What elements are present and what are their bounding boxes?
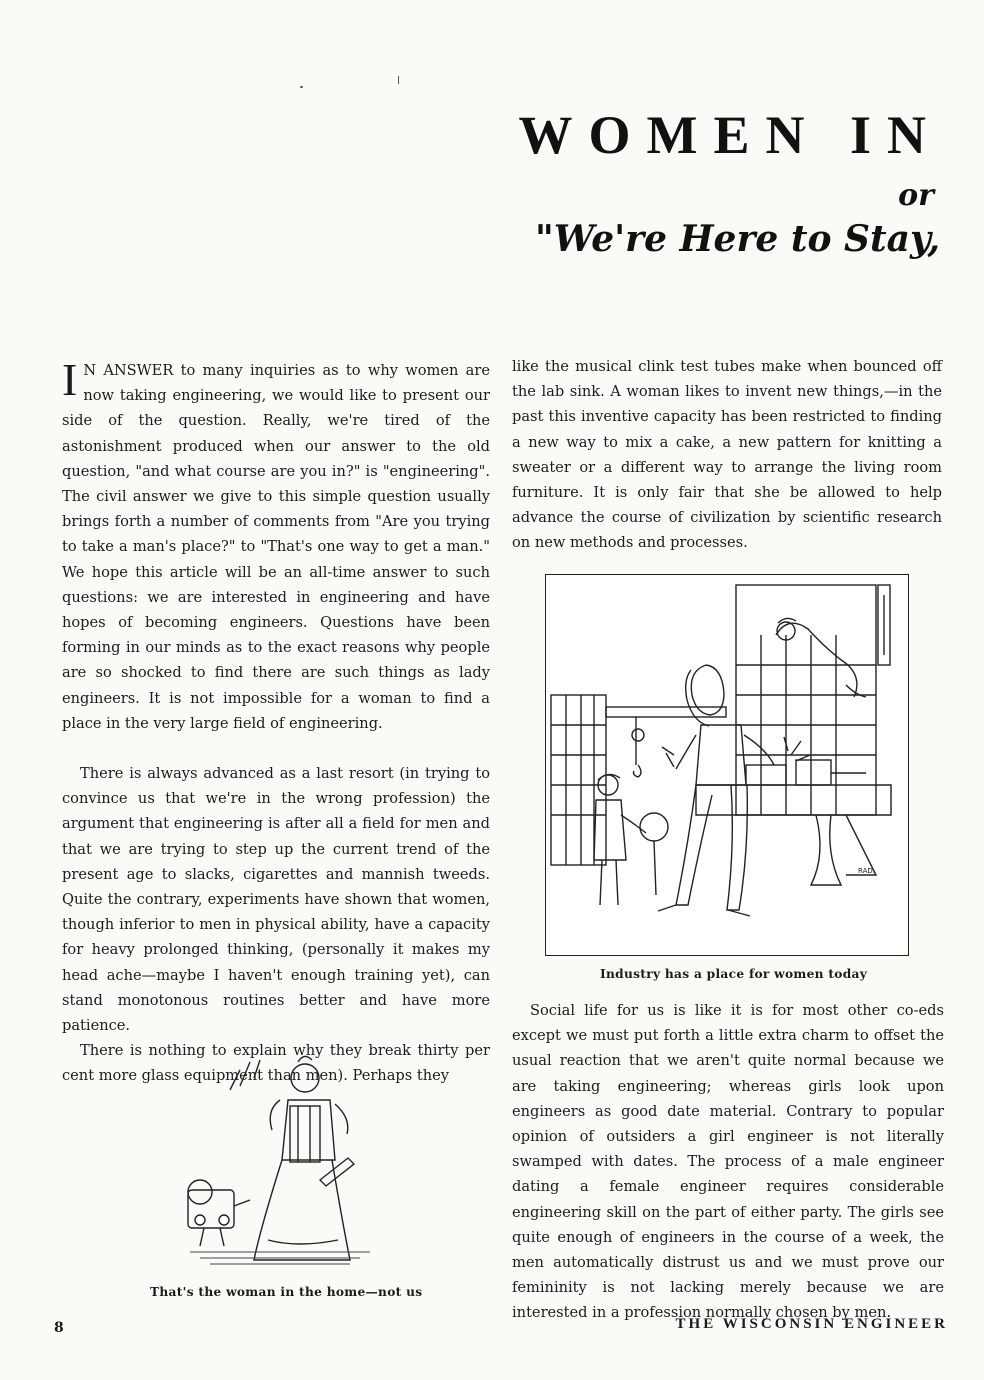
article-title: WOMEN IN [518,105,942,165]
article-subtitle: "We're Here to Stay, [534,218,940,260]
intro-text: N ANSWER to many inquiries as to why women are now taking engineering, we would like to present our side of the question. Really, we're tired of the astonishment produced when our answer to the old question, "and what course are you in?" is "engineering". The civil answer we give to this simple question usually brings forth a number of comments from "Are you trying to take a man's place?" to "That's one way to get a man." We hope this article will be an all-time answer to such questions: we are interested in engineering and have hopes of becoming engineers. Questions have been forming in our minds as to the exact reasons why people are so shocked to find there are such things as lady engineers. It is not impossible for a woman to find a place in the very large field of engineering. [62,362,490,732]
paragraph-glass-continued: like the musical clink test tubes make when bounced off the lab sink. A woman likes to invent new things,—in the past this inventive capacity has been restricted to finding a new way to mix a cake, a new pattern for knitting a sweater or a different way to arrange the living room furniture. It is only fair that she be allowed to help advance the course of civilization by scientific research on new methods and processes. [512,358,942,552]
industry-illustration [545,574,909,956]
title-connector: or [898,178,934,213]
industry-drawing [546,575,908,955]
home-cartoon [170,1040,390,1270]
scan-speck [300,86,303,88]
industry-caption: Industry has a place for women today [600,967,868,981]
page-number: 8 [54,1320,64,1336]
home-caption: That's the woman in the home—not us [150,1285,423,1299]
drop-cap: I [62,354,78,405]
paragraph-social-life: Social life for us is like it is for most other co-eds except we must put forth a little extra charm to offset the usual reaction that we aren't quite normal because we are taking engineering; whereas girls look upon engineers as good date material. Contrary to popular opinion of outsiders a girl engineer is not literally swamped with dates. The process of a male engineer dating a female engineer requires considerable engineering skill on the part of either party. The girls see quite enough of engineers in the course of a week, the men automatically distrust us and we must prove our femininity is not lacking merely because we are interested in a profession normally chosen by men. [512,1002,944,1322]
paragraph-intro [62,354,490,736]
right-column-bottom [512,998,944,1326]
paragraph-glass: There is nothing to explain why they break thirty per cent more glass equipment than men). Perhaps they [62,1042,490,1085]
home-cartoon-drawing [170,1040,390,1270]
paragraph-argument: There is always advanced as a last resort (in trying to convince us that we're in the wrong profession) the argument that engineering is after all a field for men and that we are trying to step up the current trend of the present age to slacks, cigarettes and mannish tweeds. Quite the contrary, experiments have shown that women, though inferior to men in physical ability, have a capacity for heavy prolonged thinking, (personally it makes my head ache—maybe I haven't enough training yet), can stand monotonous routines better and have more patience. [62,765,490,1035]
left-column [62,354,490,1089]
paragraph-spacer [62,736,490,761]
journal-name: THE WISCONSIN ENGINEER [675,1316,948,1332]
scan-speck [398,76,399,84]
artist-signature: RAD. [858,867,875,875]
right-column-top [512,354,942,556]
